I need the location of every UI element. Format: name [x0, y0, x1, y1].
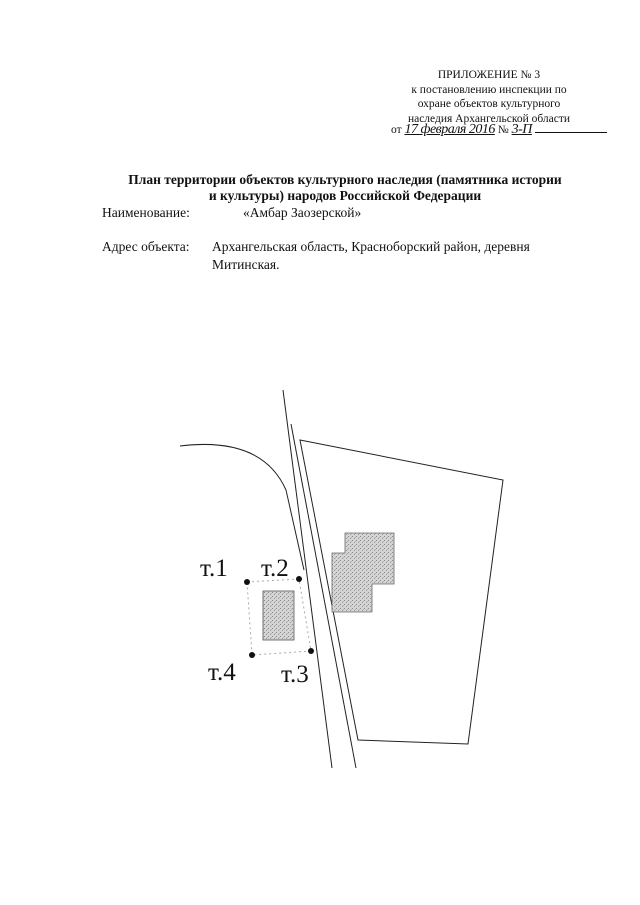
side-road-curve: [180, 444, 304, 570]
boundary-point-1-marker: [244, 579, 250, 585]
handwritten-number: 3-П: [511, 122, 532, 137]
boundary-point-4-marker: [249, 652, 255, 658]
name-value: «Амбар Заозерской»: [243, 205, 362, 220]
address-value-line-2: Митинская.: [212, 257, 280, 272]
neighbour-plot-boundary: [300, 440, 503, 744]
appendix-line-4: наследия Архангельской области: [407, 112, 571, 125]
boundary-point-1-label: т.1: [200, 555, 228, 582]
road-left-edge: [283, 390, 332, 768]
title-line-1: План территории объектов культурного наследия (памятника истории: [128, 172, 562, 187]
handwritten-date: 17 февраля 2016: [404, 122, 495, 137]
barn-building: [263, 591, 294, 640]
address-label: Адрес объекта:: [102, 239, 190, 254]
neighbour-building: [332, 533, 394, 612]
boundary-point-3-label: т.3: [281, 661, 309, 688]
boundary-point-2-label: т.2: [261, 555, 289, 582]
boundary-point-2-marker: [296, 576, 302, 582]
boundary-point-3-marker: [308, 648, 314, 654]
date-prefix: от: [391, 124, 402, 136]
number-sign: №: [497, 124, 509, 136]
boundary-point-4-label: т.4: [208, 659, 236, 686]
name-label: Наименование:: [102, 205, 190, 220]
appendix-title: ПРИЛОЖЕНИЕ № 3: [437, 69, 541, 81]
appendix-line-3: охране объектов культурного: [417, 98, 561, 110]
address-value-line-1: Архангельская область, Красноборский район, деревня: [212, 239, 530, 254]
appendix-line-2: к постановлению инспекции по: [411, 83, 567, 96]
title-line-2: и культуры) народов Российской Федерации: [208, 188, 482, 203]
